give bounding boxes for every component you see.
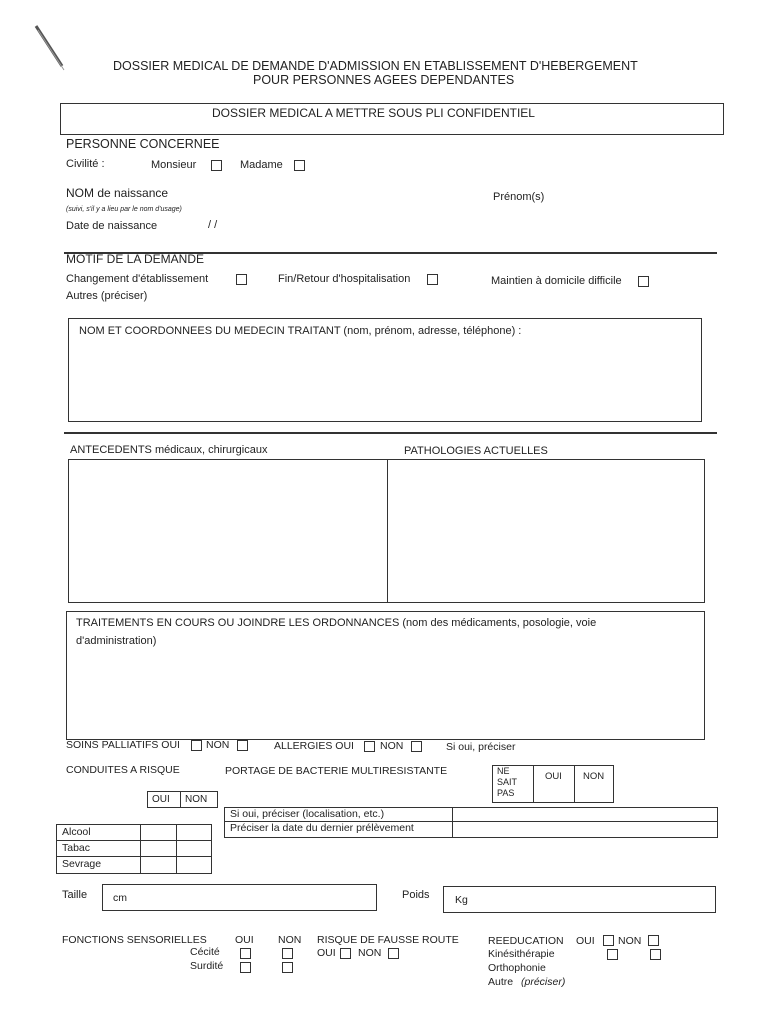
reeducation-yes-checkbox[interactable]	[603, 935, 614, 946]
taille-input[interactable]	[102, 884, 377, 911]
risk-oui-label: OUI	[152, 794, 170, 805]
motif-change-label: Changement d'établissement	[66, 273, 209, 285]
doctor-label: NOM ET COORDONNEES DU MEDECIN TRAITANT (nom, prénom, adresse, téléphone) :	[79, 325, 522, 337]
allergies-if-yes-label: Si oui, préciser	[446, 741, 516, 753]
fausse-route-yes-checkbox[interactable]	[340, 948, 351, 959]
ortho-label: Orthophonie	[488, 962, 546, 974]
poids-label: Poids	[402, 889, 430, 901]
allergies-no-label: NON	[380, 740, 404, 752]
pathologies-box[interactable]	[387, 459, 705, 603]
kine-label: Kinésithérapie	[488, 948, 555, 960]
motif-home-label: Maintien à domicile difficile	[491, 275, 622, 287]
reeducation-oui-label: OUI	[576, 935, 595, 947]
madame-checkbox[interactable]	[294, 160, 305, 171]
risk-row-divider-1	[56, 840, 211, 841]
risk-col-divider-2	[176, 824, 177, 873]
reeducation-label: REEDUCATION	[488, 935, 564, 947]
if-yes-loc-label: Si oui, préciser (localisation, etc.)	[230, 808, 385, 820]
nsp-line2: SAIT	[497, 777, 518, 787]
autre-note: (préciser)	[521, 976, 566, 988]
risk-row-divider-2	[56, 856, 211, 857]
sensory-heading: FONCTIONS SENSORIELLES	[62, 934, 207, 946]
fausse-route-oui-label: OUI	[317, 947, 336, 959]
fausse-route-label: RISQUE DE FAUSSE ROUTE	[317, 934, 459, 946]
palliative-yes-checkbox[interactable]	[191, 740, 202, 751]
monsieur-label: Monsieur	[151, 159, 197, 171]
reeducation-non-label: NON	[618, 935, 642, 947]
palliative-no-checkbox[interactable]	[237, 740, 248, 751]
antecedents-label: ANTECEDENTS médicaux, chirurgicaux	[70, 444, 268, 456]
section-divider-2	[64, 432, 717, 434]
treatments-label-line1: TRAITEMENTS EN COURS OU JOINDRE LES ORDONNANCES (nom des médicaments, posologie, voie	[76, 617, 597, 629]
palliative-no-label: NON	[206, 739, 230, 751]
staple-mark	[34, 24, 68, 77]
birth-date-label: Date de naissance	[66, 220, 158, 232]
surdite-yes-checkbox[interactable]	[240, 962, 251, 973]
last-sample-label: Préciser la date du dernier prélèvement	[230, 822, 414, 834]
motif-home-checkbox[interactable]	[638, 276, 649, 287]
civility-label: Civilité :	[66, 158, 105, 170]
monsieur-checkbox[interactable]	[211, 160, 222, 171]
risk-non-label: NON	[185, 794, 208, 805]
motif-return-label: Fin/Retour d'hospitalisation	[278, 273, 411, 285]
kine-yes-checkbox[interactable]	[607, 949, 618, 960]
risk-row-tabac: Tabac	[62, 842, 91, 854]
sensory-oui-label: OUI	[235, 934, 254, 946]
poids-unit: Kg	[455, 894, 468, 906]
portage-oui-label: OUI	[545, 771, 562, 782]
autre-label: Autre	[488, 976, 514, 988]
fausse-route-no-checkbox[interactable]	[388, 948, 399, 959]
birth-name-note: (suivi, s'il y a lieu par le nom d'usage)	[66, 206, 182, 213]
taille-label: Taille	[62, 889, 88, 901]
nsp-line1: NE	[497, 766, 510, 776]
cecite-no-checkbox[interactable]	[282, 948, 293, 959]
fausse-route-non-label: NON	[358, 947, 382, 959]
motif-heading: MOTIF DE LA DEMANDE	[66, 252, 205, 266]
risk-col-divider-1	[140, 824, 141, 873]
motif-other-label: Autres (préciser)	[66, 290, 148, 302]
pathologies-label: PATHOLOGIES ACTUELLES	[404, 445, 548, 457]
motif-return-checkbox[interactable]	[427, 274, 438, 285]
allergies-no-checkbox[interactable]	[411, 741, 422, 752]
risk-row-alcool: Alcool	[62, 826, 91, 838]
portage-non-label: NON	[583, 771, 605, 782]
antecedents-box[interactable]	[68, 459, 388, 603]
palliative-label: SOINS PALLIATIFS OUI	[66, 739, 180, 751]
taille-unit: cm	[113, 892, 127, 904]
form-title-line2: POUR PERSONNES AGEES DEPENDANTES	[253, 73, 515, 87]
reeducation-no-checkbox[interactable]	[648, 935, 659, 946]
nsp-line3: PAS	[497, 788, 515, 798]
portage-label: PORTAGE DE BACTERIE MULTIRESISTANTE	[225, 765, 448, 777]
risk-row-sevrage: Sevrage	[62, 858, 102, 870]
surdite-label: Surdité	[190, 960, 224, 972]
kine-no-checkbox[interactable]	[650, 949, 661, 960]
motif-change-checkbox[interactable]	[236, 274, 247, 285]
birth-name-label: NOM de naissance	[66, 186, 169, 200]
cecite-label: Cécité	[190, 946, 220, 958]
conduites-label: CONDUITES A RISQUE	[66, 764, 180, 776]
treatments-label-line2: d'administration)	[76, 635, 157, 647]
first-name-label: Prénom(s)	[493, 191, 545, 203]
form-title-line1: DOSSIER MEDICAL DE DEMANDE D'ADMISSION EN ETABLISSEMENT D'HEBERGEMENT	[113, 59, 638, 73]
person-heading: PERSONNE CONCERNEE	[66, 137, 220, 151]
surdite-no-checkbox[interactable]	[282, 962, 293, 973]
portage-details-col	[452, 807, 453, 837]
confidential-label: DOSSIER MEDICAL A METTRE SOUS PLI CONFIDENTIEL	[212, 106, 535, 120]
cecite-yes-checkbox[interactable]	[240, 948, 251, 959]
allergies-label: ALLERGIES OUI	[274, 740, 354, 752]
birth-date-separators: / /	[208, 219, 218, 231]
sensory-non-label: NON	[278, 934, 302, 946]
allergies-yes-checkbox[interactable]	[364, 741, 375, 752]
madame-label: Madame	[240, 159, 283, 171]
treatments-box[interactable]	[66, 611, 705, 740]
poids-input[interactable]	[443, 886, 716, 913]
